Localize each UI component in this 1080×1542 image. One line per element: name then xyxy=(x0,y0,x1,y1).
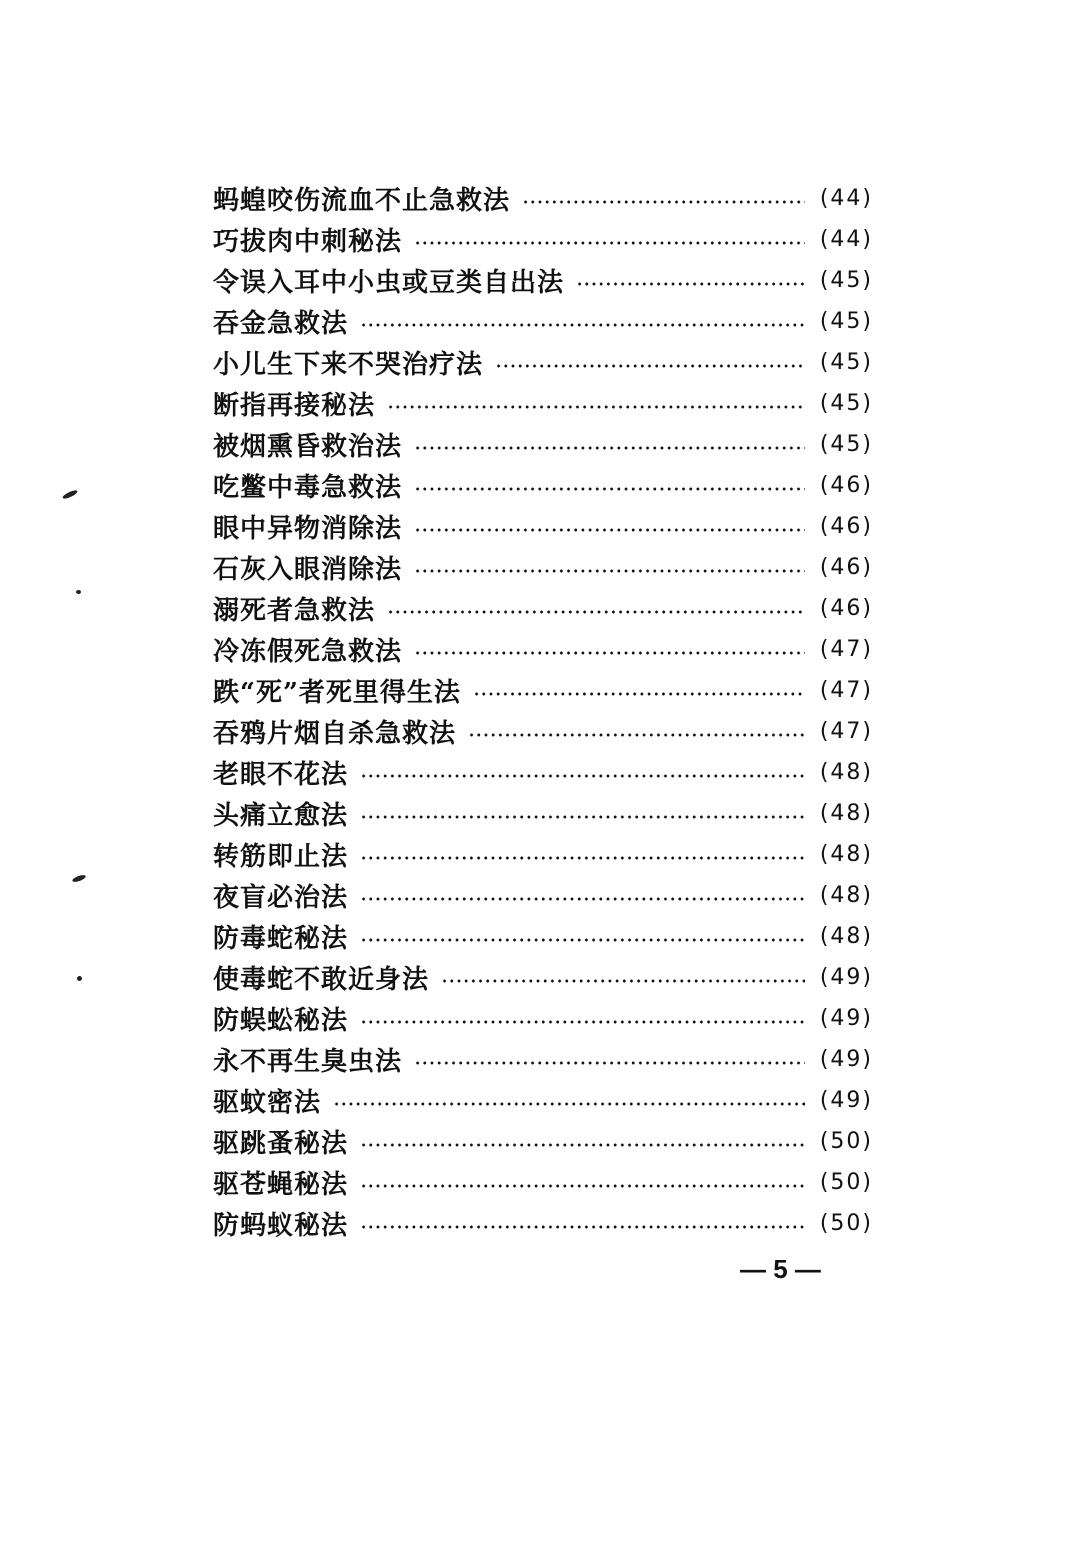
toc-entry-title: 令误入耳中小虫或豆类自出法 xyxy=(213,268,565,298)
toc-entry-page: (48) xyxy=(819,924,873,949)
toc-entry-title: 小儿生下来不哭治疗法 xyxy=(213,350,484,380)
dot-leader xyxy=(414,487,805,491)
toc-entry-page: (48) xyxy=(819,883,873,908)
toc-entry-page: (48) xyxy=(819,842,873,867)
dot-leader xyxy=(495,364,805,368)
dot-leader xyxy=(414,651,805,655)
dot-leader xyxy=(441,979,805,983)
toc-entry-page: (45) xyxy=(819,268,873,293)
toc-entry-title: 吞鸦片烟自杀急救法 xyxy=(213,719,457,749)
toc-entry-title: 头痛立愈法 xyxy=(213,801,349,831)
dot-leader xyxy=(522,200,805,204)
toc-entry-page: (48) xyxy=(819,760,873,785)
scan-speck xyxy=(72,874,87,883)
dot-leader xyxy=(414,1061,805,1065)
toc-entry xyxy=(213,1162,873,1203)
toc-entry-page: (45) xyxy=(819,391,873,416)
toc-entry-title: 眼中异物消除法 xyxy=(213,514,403,544)
toc-entry-title: 永不再生臭虫法 xyxy=(213,1047,403,1077)
toc-entry xyxy=(213,588,873,629)
toc-entry-title: 巧拔肉中刺秘法 xyxy=(213,227,403,257)
dot-leader xyxy=(473,692,805,696)
toc-entry-title: 蚂蝗咬伤流血不止急救法 xyxy=(213,186,511,216)
toc-entry-title: 跌“死”者死里得生法 xyxy=(213,678,461,708)
toc-entry xyxy=(213,301,873,342)
toc-entry xyxy=(213,670,873,711)
toc-entry-title: 使毒蛇不敢近身法 xyxy=(213,965,430,995)
toc-entry xyxy=(213,342,873,383)
toc-entry-title: 被烟熏昏救治法 xyxy=(213,432,403,462)
toc-entry-title: 驱跳蚤秘法 xyxy=(213,1129,349,1159)
toc-entry-page: (50) xyxy=(819,1170,873,1195)
dot-leader xyxy=(360,1143,805,1147)
scan-speck xyxy=(77,976,82,981)
toc-entry xyxy=(213,506,873,547)
dot-leader xyxy=(468,733,805,737)
toc-entry xyxy=(213,260,873,301)
toc-entry xyxy=(213,916,873,957)
toc-entry xyxy=(213,1121,873,1162)
toc-entry-page: (49) xyxy=(819,1047,873,1072)
dot-leader xyxy=(360,897,805,901)
toc-entry-page: (47) xyxy=(819,678,873,703)
dot-leader xyxy=(360,774,805,778)
dot-leader xyxy=(414,241,805,245)
toc-entry xyxy=(213,793,873,834)
toc-entry-title: 溺死者急救法 xyxy=(213,596,376,626)
toc-entry xyxy=(213,875,873,916)
toc-entry-title: 夜盲必治法 xyxy=(213,883,349,913)
toc-entry-page: (46) xyxy=(819,555,873,580)
toc-entry-title: 转筋即止法 xyxy=(213,842,349,872)
toc-entry-page: (49) xyxy=(819,1088,873,1113)
toc-entry-title: 防蜈蚣秘法 xyxy=(213,1006,349,1036)
toc-entry xyxy=(213,629,873,670)
dot-leader xyxy=(360,938,805,942)
toc-entry xyxy=(213,1080,873,1121)
toc-entry xyxy=(213,424,873,465)
dot-leader xyxy=(414,446,805,450)
toc-entry xyxy=(213,178,873,219)
toc-entry xyxy=(213,383,873,424)
dot-leader xyxy=(333,1102,805,1106)
dot-leader xyxy=(360,1184,805,1188)
toc-entry xyxy=(213,752,873,793)
toc-entry-page: (45) xyxy=(819,432,873,457)
toc-entry-title: 驱蚊密法 xyxy=(213,1088,322,1118)
toc-entry-page: (44) xyxy=(819,227,873,252)
toc-entry-title: 吃鳖中毒急救法 xyxy=(213,473,403,503)
toc-entry-title: 防蚂蚁秘法 xyxy=(213,1211,349,1241)
toc-entry-page: (47) xyxy=(819,719,873,744)
toc-entry-page: (46) xyxy=(819,596,873,621)
toc-entry-page: (49) xyxy=(819,1006,873,1031)
dot-leader xyxy=(360,1020,805,1024)
toc-entry xyxy=(213,834,873,875)
toc-entry xyxy=(213,1203,873,1244)
dot-leader xyxy=(387,610,805,614)
dot-leader xyxy=(414,528,805,532)
toc-entry-page: (45) xyxy=(819,309,873,334)
toc-entry-page: (44) xyxy=(819,186,873,211)
toc-entry-page: (45) xyxy=(819,350,873,375)
toc-entry xyxy=(213,998,873,1039)
page-number: — 5 — xyxy=(740,1254,821,1284)
toc-entry-title: 驱苍蝇秘法 xyxy=(213,1170,349,1200)
toc-entry xyxy=(213,465,873,506)
toc-entry-page: (50) xyxy=(819,1211,873,1236)
toc-entry-title: 冷冻假死急救法 xyxy=(213,637,403,667)
dot-leader xyxy=(414,569,805,573)
toc-entry xyxy=(213,711,873,752)
toc-entry-title: 防毒蛇秘法 xyxy=(213,924,349,954)
dot-leader xyxy=(360,323,805,327)
dot-leader xyxy=(360,815,805,819)
toc-entry-title: 老眼不花法 xyxy=(213,760,349,790)
toc-entry-title: 石灰入眼消除法 xyxy=(213,555,403,585)
toc-entry-page: (48) xyxy=(819,801,873,826)
toc-entry-page: (46) xyxy=(819,514,873,539)
toc-entry-page: (49) xyxy=(819,965,873,990)
toc-entry-page: (50) xyxy=(819,1129,873,1154)
scan-speck xyxy=(62,489,79,500)
toc-entry-page: (47) xyxy=(819,637,873,662)
dot-leader xyxy=(360,856,805,860)
table-of-contents xyxy=(213,178,873,1244)
toc-entry-page: (46) xyxy=(819,473,873,498)
dot-leader xyxy=(387,405,805,409)
toc-entry xyxy=(213,1039,873,1080)
toc-entry xyxy=(213,957,873,998)
scan-speck xyxy=(76,590,81,594)
toc-entry-title: 断指再接秘法 xyxy=(213,391,376,421)
toc-entry xyxy=(213,547,873,588)
dot-leader xyxy=(576,282,805,286)
dot-leader xyxy=(360,1225,805,1229)
toc-entry-title: 吞金急救法 xyxy=(213,309,349,339)
toc-entry xyxy=(213,219,873,260)
